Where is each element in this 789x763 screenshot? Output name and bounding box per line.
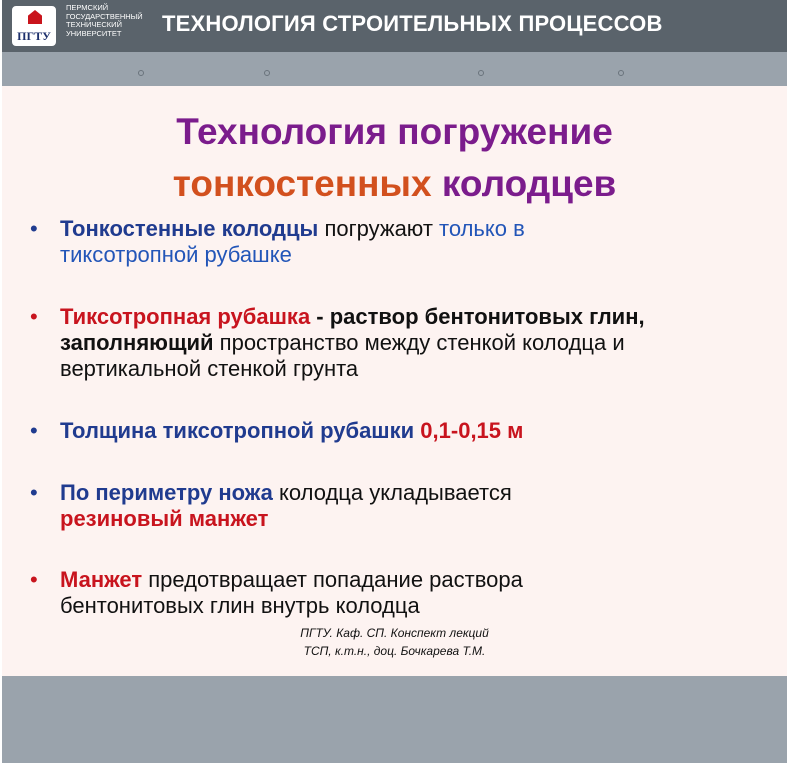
credit-line-2: ТСП, к.т.н., доц. Бочкарева Т.М. [303,644,486,658]
nav-dot [264,70,270,76]
bullet-icon: • [30,480,38,505]
b2-definition: - раствор бентонитовых глин, [310,304,645,329]
university-name: ПЕРМСКИЙ ГОСУДАРСТВЕННЫЙ ТЕХНИЧЕСКИЙ УНИВЕРСИТЕТ [66,3,143,38]
b4-term: По периметру ножа [60,480,273,505]
slide-frame [2,0,787,763]
b5-text-cont: бентонитовых глин внутрь колодца [60,593,420,618]
nav-strip [2,52,787,86]
bullet-icon: • [30,304,38,329]
b5-term: Манжет [60,567,143,592]
slide-content [2,86,787,676]
bullet-icon: • [30,567,38,592]
tower-icon [28,10,42,24]
bullet-item-3 [30,418,770,444]
b1-text: погружают [318,216,440,241]
b1-highlight-cont: тиксотропной рубашке [60,242,292,267]
b2-text-cont: вертикальной стенкой грунта [60,356,359,381]
b1-term: Тонкостенные колодцы [60,216,319,241]
b4-text: колодца укладывается [272,480,512,505]
b2-term: Тиксотропная рубашка [60,304,311,329]
b5-text: предотвращает попадание раствора [142,567,523,592]
slide-title-line2 [2,162,787,206]
b3-term: Толщина тиксотропной рубашки [60,418,421,443]
nav-dot [138,70,144,76]
nav-dot [618,70,624,76]
bullet-icon: • [30,216,38,241]
bullet-item-2 [30,304,770,382]
nav-dot [478,70,484,76]
b4-highlight: резиновый манжет [60,506,269,531]
slide-title-line1: Технология погружение [176,111,613,152]
bullet-icon: • [30,418,38,443]
b2-filling: заполняющий [60,330,214,355]
footer-band [2,676,787,763]
header-bar [2,0,787,52]
b3-value: 0,1-0,15 м [420,418,524,443]
b1-highlight: только в [439,216,525,241]
logo-abbreviation: ПГТУ [17,29,51,43]
credit-line-1: ПГТУ. Каф. СП. Конспект лекций [300,626,489,640]
title-word-thin-walled: тонкостенных [172,163,432,204]
bullet-item-4 [30,480,770,532]
b2-text: пространство между стенкой колодца и [213,330,625,355]
course-title: ТЕХНОЛОГИЯ СТРОИТЕЛЬНЫХ ПРОЦЕССОВ [162,11,663,36]
bullet-item-1 [30,216,770,268]
title-word-wells: колодцев [441,163,617,204]
bullet-item-5 [30,567,770,619]
university-logo [12,6,56,46]
